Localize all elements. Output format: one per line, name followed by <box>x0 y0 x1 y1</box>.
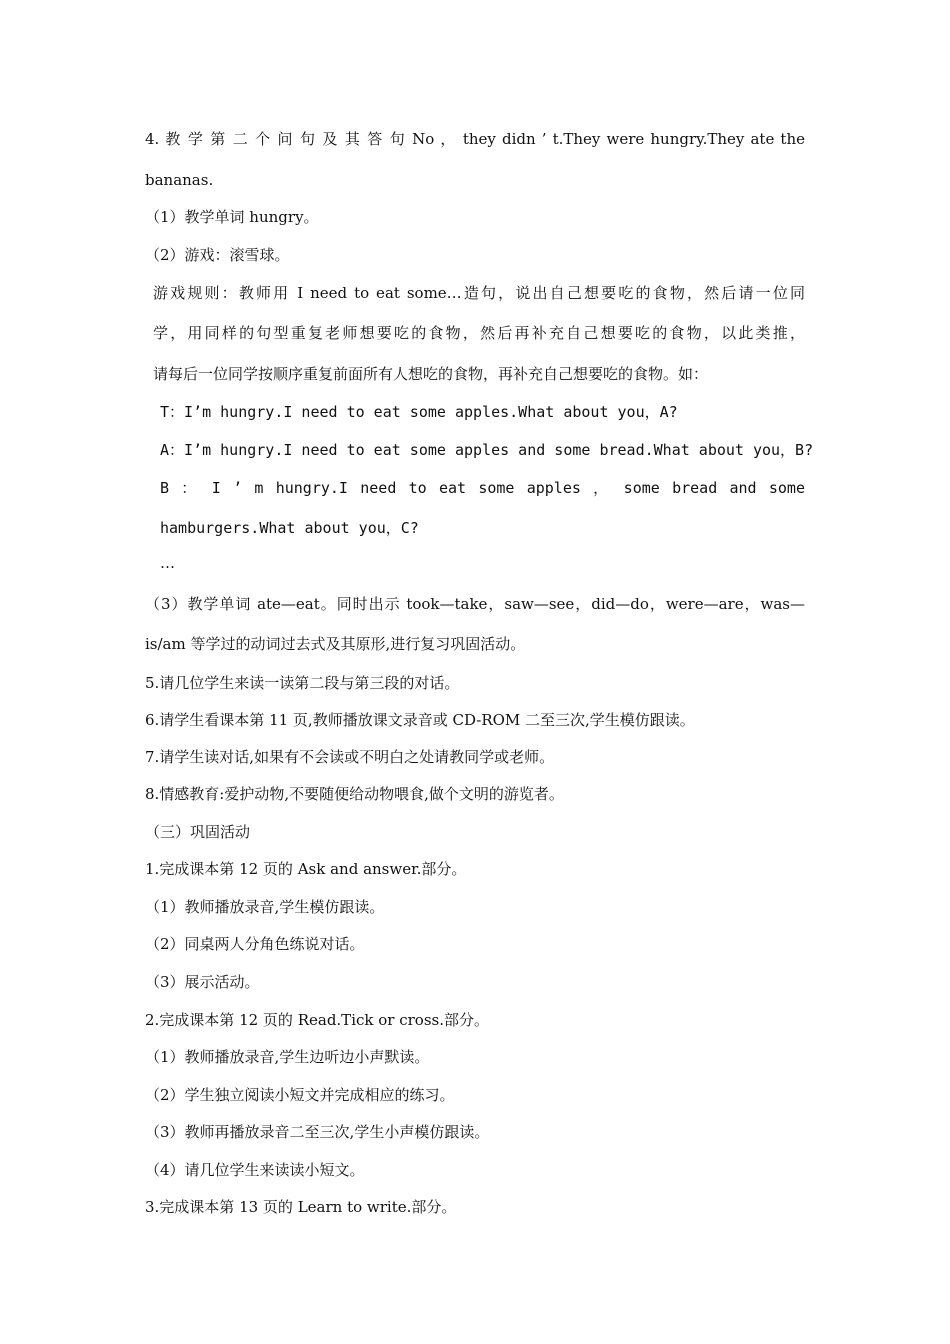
substep-snowball-game: （2）游戏：滚雪球。 <box>145 246 290 264</box>
step-8: 8.情感教育:爱护动物,不要随便给动物喂食,做个文明的游览者。 <box>145 785 564 803</box>
consolidation-step-1-sub-2: （2）同桌两人分角色练说对话。 <box>145 935 365 953</box>
dialogue-ellipsis: … <box>160 554 175 572</box>
step-4-heading: 4. 教 学 第 二 个 问 句 及 其 答 句 No ， they didn ’ t.They were hungry.They ate the <box>145 130 805 148</box>
consolidation-step-2-sub-2: （2）学生独立阅读小短文并完成相应的练习。 <box>145 1086 455 1104</box>
substep-hungry: （1）教学单词 hungry。 <box>145 208 319 226</box>
consolidation-step-2-sub-1: （1）教师播放录音,学生边听边小声默读。 <box>145 1048 430 1066</box>
game-rules-line-3: 请每后一位同学按顺序重复前面所有人想吃的食物，再补充自己想要吃的食物。如： <box>153 365 709 383</box>
step-7: 7.请学生读对话,如果有不会读或不明白之处请教同学或老师。 <box>145 748 555 766</box>
dialogue-student-a: A：I’m hungry.I need to eat some apples and some bread.What about you，B? <box>160 441 814 459</box>
step-6: 6.请学生看课本第 11 页,教师播放课文录音或 CD-ROM 二至三次,学生模仿跟读。 <box>145 711 695 729</box>
consolidation-step-1: 1.完成课本第 12 页的 Ask and answer.部分。 <box>145 860 467 878</box>
dialogue-student-b: B ： I ’ m hungry.I need to eat some apples ， some bread and some <box>160 479 805 497</box>
substep-past-tense-continued: is/am 等学过的动词过去式及其原形,进行复习巩固活动。 <box>145 635 526 653</box>
consolidation-step-1-sub-1: （1）教师播放录音,学生模仿跟读。 <box>145 898 385 916</box>
consolidation-step-3: 3.完成课本第 13 页的 Learn to write.部分。 <box>145 1198 457 1216</box>
step-4-heading-continued: bananas. <box>145 171 214 189</box>
consolidation-step-2-sub-3: （3）教师再播放录音二至三次,学生小声模仿跟读。 <box>145 1123 490 1141</box>
substep-past-tense: （3）教学单词 ate—eat。同时出示 took—take，saw—see，did—do，were—are，was— <box>145 595 805 613</box>
dialogue-student-b-continued: hamburgers.What about you，C? <box>160 519 419 537</box>
section-consolidation-heading: （三）巩固活动 <box>145 823 251 841</box>
game-rules-line-2: 学，用同样的句型重复老师想要吃的食物，然后再补充自己想要吃的食物，以此类推， <box>153 324 805 342</box>
step-5: 5.请几位学生来读一读第二段与第三段的对话。 <box>145 674 460 692</box>
consolidation-step-2-sub-4: （4）请几位学生来读读小短文。 <box>145 1161 365 1179</box>
consolidation-step-1-sub-3: （3）展示活动。 <box>145 973 260 991</box>
dialogue-teacher: T：I’m hungry.I need to eat some apples.What about you，A? <box>160 403 678 421</box>
consolidation-step-2: 2.完成课本第 12 页的 Read.Tick or cross.部分。 <box>145 1011 489 1029</box>
game-rules-line-1: 游戏规则：教师用 I need to eat some…造句，说出自己想要吃的食物，然后请一位同 <box>153 284 805 302</box>
